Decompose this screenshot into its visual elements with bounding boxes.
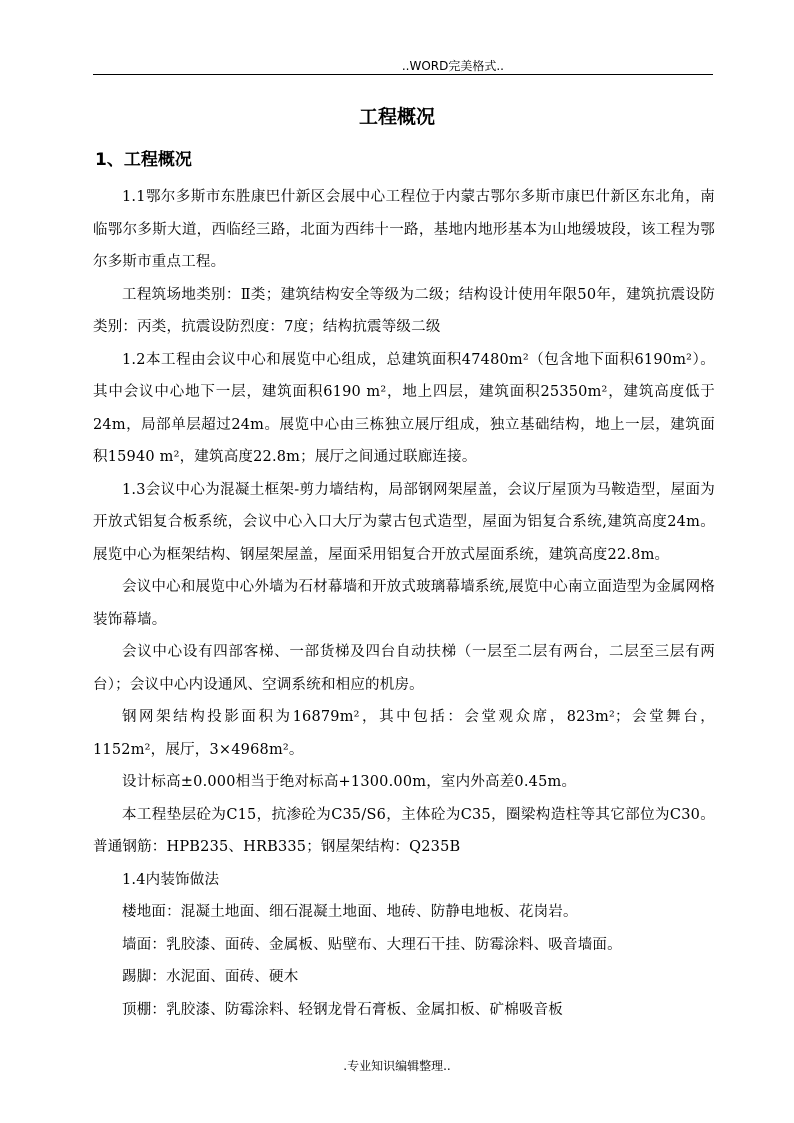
paragraph: 顶棚：乳胶漆、防霉涂料、轻钢龙骨石膏板、金属扣板、矿棉吸音板: [122, 1001, 563, 1018]
paragraph: 1.2本工程由会议中心和展览中心组成，总建筑面积47480m²（包含地下面积6190m²）。其中会议中心地下一层，建筑面积6190 m²，地上四层，建筑面积25350m²，建筑高度低于24m，局部单层超过24m。展览中心由三栋独立展厅组成，独立基础结构，地上一层，建筑面积15940 m²，建筑高度22.8m；展厅之间通过联廊连接。: [93, 351, 715, 465]
paragraph: 墙面：乳胶漆、面砖、金属板、贴壁布、大理石干挂、防霉涂料、吸音墙面。: [122, 936, 622, 953]
subsection-heading: 1.4内装饰做法: [122, 871, 220, 888]
page-header-text: ..WORD完美格式..: [401, 59, 504, 73]
paragraph: 会议中心设有四部客梯、一部货梯及四台自动扶梯（一层至二层有两台，二层至三层有两台）；会议中心内设通风、空调系统和相应的机房。: [93, 644, 715, 693]
paragraph: 楼地面：混凝土地面、细石混凝土地面、地砖、防静电地板、花岗岩。: [122, 904, 578, 920]
section-heading: 1、工程概况: [95, 150, 192, 170]
paragraph: 踢脚：水泥面、面砖、硬木: [122, 969, 299, 985]
paragraph: 本工程垫层砼为C15，抗渗砼为C35/S6，主体砼为C35，圈梁构造柱等其它部位为C30。普通钢筋：HPB235、HRB335；钢屋架结构：Q235B: [93, 806, 715, 855]
page-footer-text: .专业知识编辑整理..: [343, 1059, 451, 1073]
paragraph: 1.1鄂尔多斯市东胜康巴什新区会展中心工程位于内蒙古鄂尔多斯市康巴什新区东北角，南临鄂尔多斯大道，西临经三路，北面为西纬十一路，基地内地形基本为山地缓坡段，该工程为鄂尔多斯市重点工程。: [93, 189, 715, 270]
header-rule: [93, 74, 713, 75]
paragraph: 设计标高±0.000相当于绝对标高+1300.00m，室内外高差0.45m。: [122, 774, 577, 790]
paragraph: 工程筑场地类别：Ⅱ类；建筑结构安全等级为二级；结构设计使用年限50年，建筑抗震设防类别：丙类，抗震设防烈度：7度；结构抗震等级二级: [93, 286, 715, 335]
paragraph: 钢网架结构投影面积为16879m²，其中包括：会堂观众席，823m²；会堂舞台，1152m²，展厅，3×4968m²。: [93, 709, 715, 758]
paragraph: 1.3会议中心为混凝土框架-剪力墙结构，局部钢网架屋盖，会议厅屋顶为马鞍造型，屋面为开放式铝复合板系统，会议中心入口大厅为蒙古包式造型，屋面为铝复合系统,建筑高度24m。展览中心为框架结构、钢屋架屋盖，屋面采用铝复合开放式屋面系统，建筑高度22.8m。: [93, 481, 715, 563]
document-body: [93, 181, 715, 1026]
paragraph: 会议中心和展览中心外墙为石材幕墙和开放式玻璃幕墙系统,展览中心南立面造型为金属网格装饰幕墙。: [93, 579, 715, 628]
document-title: 工程概况: [358, 106, 435, 128]
